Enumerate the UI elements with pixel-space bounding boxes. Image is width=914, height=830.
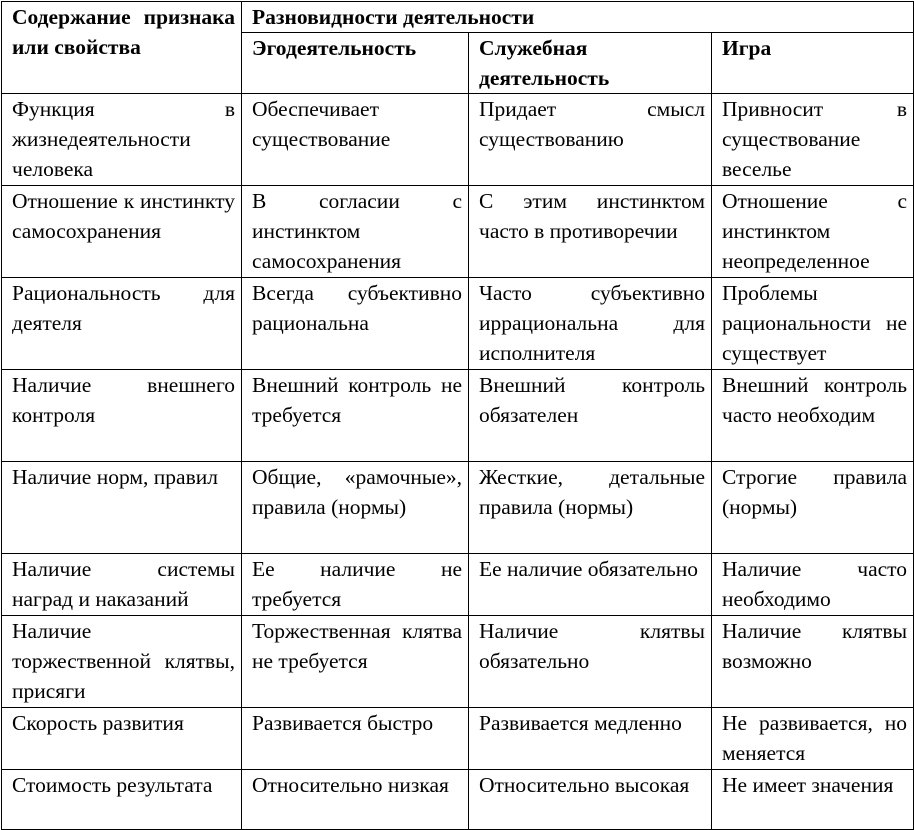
ego-activity-cell: Обеспечивает существование (242, 94, 469, 186)
service-activity-cell: Часто субъективно иррациональна для исполнителя (469, 278, 712, 370)
service-activity-cell: Ее наличие обязательно (469, 554, 712, 616)
game-cell: Привносит в существование веселье (712, 94, 914, 186)
game-cell: Отношение с инстинктом неопределенное (712, 186, 914, 278)
header-service-activity: Служебная деятельность (469, 33, 712, 94)
header-game: Игра (712, 33, 914, 94)
feature-cell: Наличие внешнего контроля (2, 370, 242, 462)
service-activity-cell: Придает смысл существованию (469, 94, 712, 186)
header-feature-column: Содержание признака или свойства (2, 2, 242, 94)
ego-activity-cell: Торжественная клятва не требуется (242, 616, 469, 708)
game-cell: Наличие часто необходимо (712, 554, 914, 616)
table-row (2, 278, 914, 370)
feature-cell: Наличие системы наград и наказаний (2, 554, 242, 616)
table-row (2, 616, 914, 708)
game-cell: Не развивается, но меняется (712, 708, 914, 770)
service-activity-cell: Наличие клятвы обязательно (469, 616, 712, 708)
activity-types-table (1, 1, 914, 830)
header-ego-activity: Эгодеятельность (242, 33, 469, 94)
ego-activity-cell: Внешний контроль не требуется (242, 370, 469, 462)
table-row (2, 770, 914, 830)
service-activity-cell: С этим инстинктом часто в противоречии (469, 186, 712, 278)
table-row (2, 462, 914, 554)
table-row (2, 708, 914, 770)
feature-cell: Наличие торжественной клятвы, присяги (2, 616, 242, 708)
feature-cell: Скорость развития (2, 708, 242, 770)
table-row (2, 370, 914, 462)
table-row (2, 186, 914, 278)
table-row (2, 554, 914, 616)
header-row-top (2, 2, 914, 33)
feature-cell: Отношение к инстинкту самосохранения (2, 186, 242, 278)
service-activity-cell: Развивается медленно (469, 708, 712, 770)
header-activity-types: Разновидности деятельности (242, 2, 914, 33)
game-cell: Проблемы рациональности не существует (712, 278, 914, 370)
game-cell: Внешний контроль часто необходим (712, 370, 914, 462)
service-activity-cell: Относительно высокая (469, 770, 712, 830)
ego-activity-cell: Всегда субъективно рациональна (242, 278, 469, 370)
feature-cell: Наличие норм, правил (2, 462, 242, 554)
feature-cell: Стоимость результата (2, 770, 242, 830)
ego-activity-cell: Общие, «рамочные», правила (нормы) (242, 462, 469, 554)
game-cell: Не имеет значения (712, 770, 914, 830)
ego-activity-cell: В согласии с инстинктом самосохранения (242, 186, 469, 278)
service-activity-cell: Жесткие, детальные правила (нормы) (469, 462, 712, 554)
ego-activity-cell: Относительно низкая (242, 770, 469, 830)
game-cell: Наличие клятвы возможно (712, 616, 914, 708)
ego-activity-cell: Развивается быстро (242, 708, 469, 770)
feature-cell: Рациональность для деятеля (2, 278, 242, 370)
game-cell: Строгие правила (нормы) (712, 462, 914, 554)
feature-cell: Функция в жизнедеятельности человека (2, 94, 242, 186)
service-activity-cell: Внешний контроль обязателен (469, 370, 712, 462)
table-row (2, 94, 914, 186)
ego-activity-cell: Ее наличие не требуется (242, 554, 469, 616)
